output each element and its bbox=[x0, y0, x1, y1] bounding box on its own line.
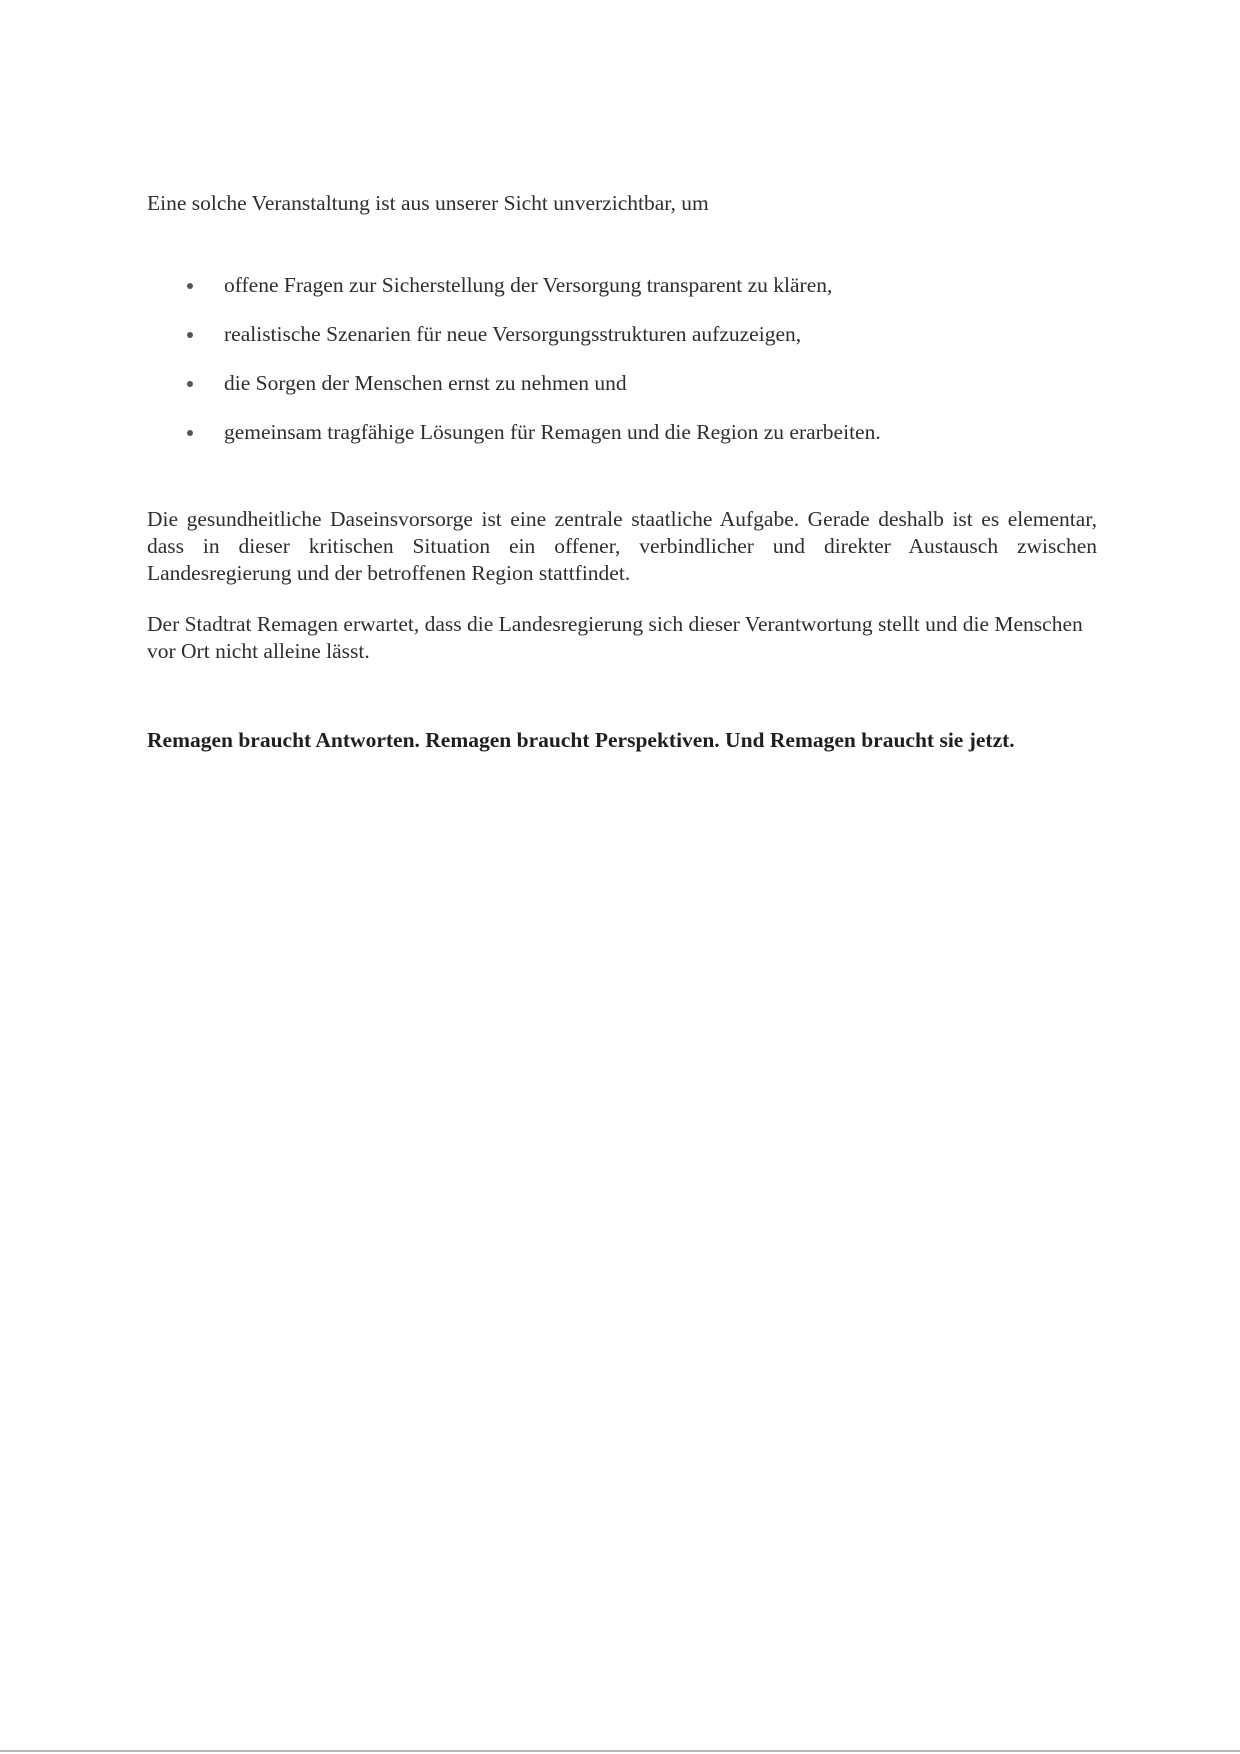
list-item bbox=[147, 321, 1097, 370]
bullet-icon bbox=[187, 430, 193, 436]
paragraph-stadtrat: Der Stadtrat Remagen erwartet, dass die Landesregierung sich dieser Verantwortung stellt und die Menschen vor Ort nicht alleine lässt. bbox=[147, 612, 1083, 663]
list-item-text: die Sorgen der Menschen ernst zu nehmen und bbox=[224, 371, 627, 395]
page-bottom-edge bbox=[0, 1750, 1240, 1752]
document-body bbox=[147, 190, 1097, 754]
bullet-icon bbox=[187, 381, 193, 387]
list-item-text: gemeinsam tragfähige Lösungen für Remagen und die Region zu erarbeiten. bbox=[224, 420, 881, 444]
list-item bbox=[147, 370, 1097, 419]
bullet-icon bbox=[187, 283, 193, 289]
paragraph-daseinsvorsorge: Die gesundheitliche Daseinsvorsorge ist eine zentrale staatliche Aufgabe. Gerade deshalb ist es elementar, dass in dieser kritischen Situation ein offener, verbindlicher und direkter Austausch zwischen Landesregierung und der betroffenen Region stattfindet. bbox=[147, 507, 1097, 585]
list-item-text: offene Fragen zur Sicherstellung der Versorgung transparent zu klären, bbox=[224, 273, 833, 297]
intro-sentence: Eine solche Veranstaltung ist aus unserer Sicht unverzichtbar, um bbox=[147, 191, 709, 215]
list-item bbox=[147, 272, 1097, 321]
list-item bbox=[147, 419, 1097, 468]
closing-statement: Remagen braucht Antworten. Remagen braucht Perspektiven. Und Remagen braucht sie jetzt. bbox=[147, 728, 1015, 752]
list-item-text: realistische Szenarien für neue Versorgungsstrukturen aufzuzeigen, bbox=[224, 322, 802, 346]
bullet-icon bbox=[187, 332, 193, 338]
bullet-list bbox=[147, 272, 1097, 468]
